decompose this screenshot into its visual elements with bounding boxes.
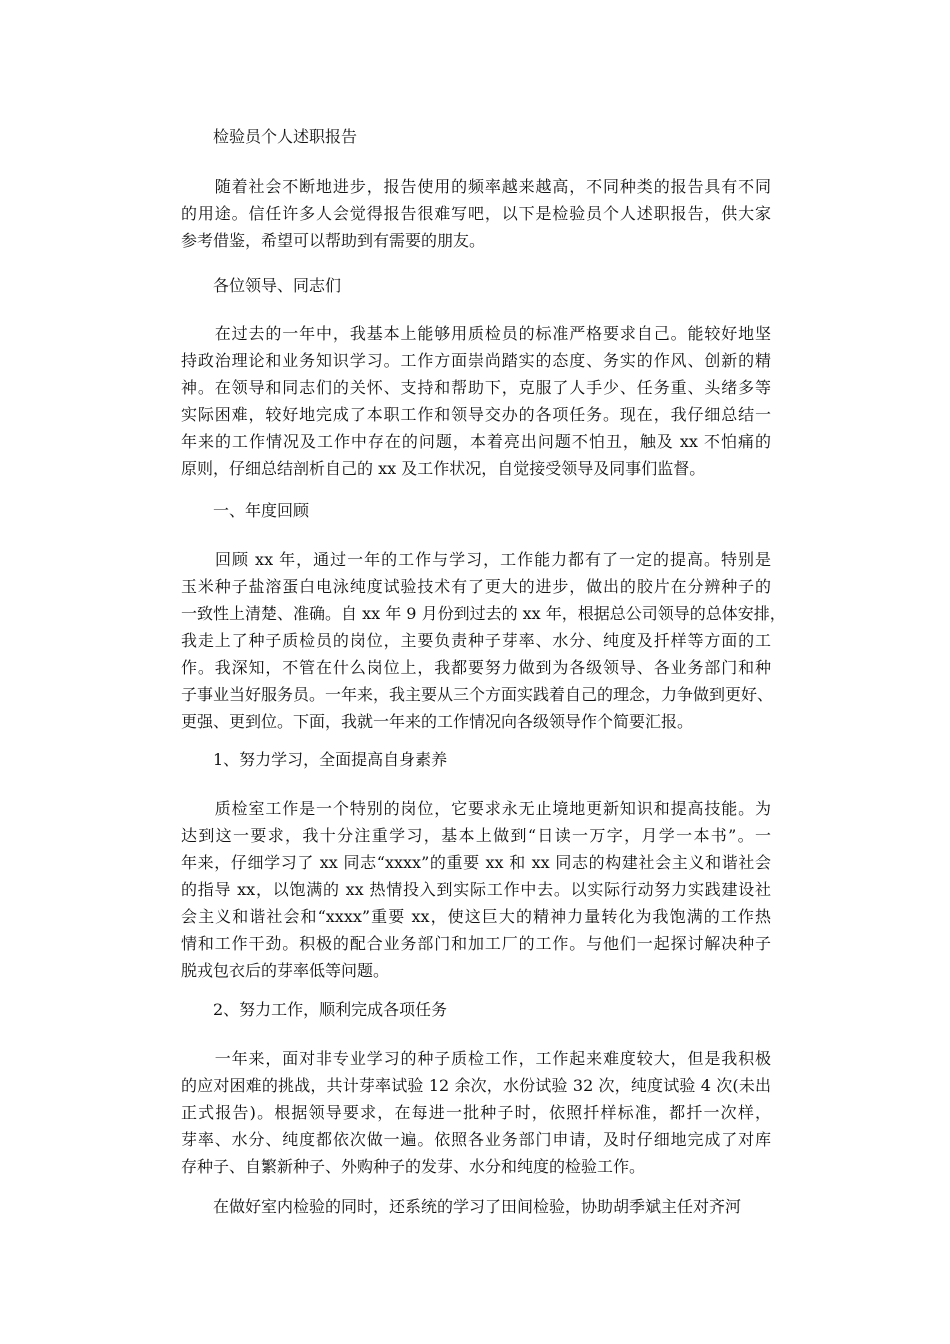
text-line: 情和工作干劲。积极的配合业务部门和加工厂的工作。与他们一起探讨解决种子 — [181, 934, 771, 953]
text-line: 在过去的一年中，我基本上能够用质检员的标准严格要求自己。能较好地坚 — [181, 324, 771, 343]
text-line: 的指导 xx，以饱满的 xx 热情投入到实际工作中去。以实际行动努力实践建设社 — [181, 880, 771, 899]
text-line: 我走上了种子质检员的岗位，主要负责种子芽率、水分、纯度及扦样等方面的工 — [181, 631, 771, 650]
text-line: 芽率、水分、纯度都依次做一遍。依照各业务部门申请，及时仔细地完成了对库 — [181, 1130, 771, 1149]
text-line: 脱戎包衣后的芽率低等问题。 — [181, 961, 390, 980]
text-line: 玉米种子盐溶蛋白电泳纯度试验技术有了更大的进步，做出的胶片在分辨种子的 — [181, 577, 771, 596]
greeting: 各位领导、同志们 — [213, 276, 342, 295]
text-line: 作。我深知，不管在什么岗位上，我都要努力做到为各级领导、各业务部门和种 — [181, 658, 771, 677]
paragraph-3 — [181, 795, 771, 984]
paragraph-5 — [181, 1193, 771, 1220]
subsection-2-heading: 2、努力工作，顺利完成各项任务 — [213, 1000, 448, 1019]
paragraph-1 — [181, 320, 771, 482]
text-line: 随着社会不断地进步，报告使用的频率越来越高，不同种类的报告具有不同 — [181, 177, 771, 196]
section-1-heading: 一、年度回顾 — [213, 501, 310, 520]
intro-paragraph — [181, 173, 771, 254]
text-line: 质检室工作是一个特别的岗位，它要求永无止境地更新知识和提高技能。为 — [181, 799, 771, 818]
text-line: 原则，仔细总结剖析自己的 xx 及工作状况，自觉接受领导及同事们监督。 — [181, 459, 706, 478]
text-line: 正式报告)。根据领导要求，在每进一批种子时，依照扦样标准，都扦一次样， — [181, 1103, 771, 1122]
text-line: 神。在领导和同志们的关怀、支持和帮助下，克服了人手少、任务重、头绪多等 — [181, 378, 771, 397]
text-line: 年来的工作情况及工作中存在的问题，本着亮出问题不怕丑，触及 xx 不怕痛的 — [181, 432, 771, 451]
text-line: 参考借鉴，希望可以帮助到有需要的朋友。 — [181, 231, 486, 250]
text-line: 年来，仔细学习了 xx 同志“xxxx”的重要 xx 和 xx 同志的构建社会主义和谐社会 — [181, 853, 771, 872]
text-line: 持政治理论和业务知识学习。工作方面崇尚踏实的态度、务实的作风、创新的精 — [181, 351, 771, 370]
text-line: 的用途。信任许多人会觉得报告很难写吧，以下是检验员个人述职报告，供大家 — [181, 204, 771, 223]
text-line: 更强、更到位。下面，我就一年来的工作情况向各级领导作个简要汇报。 — [181, 712, 694, 731]
text-line: 一年来，面对非专业学习的种子质检工作，工作起来难度较大，但是我积极 — [181, 1049, 771, 1068]
text-line: 回顾 xx 年，通过一年的工作与学习，工作能力都有了一定的提高。特别是 — [181, 550, 771, 569]
subsection-1-heading: 1、努力学习，全面提高自身素养 — [213, 750, 448, 769]
text-line: 会主义和谐社会和“xxxx”重要 xx，使这巨大的精神力量转化为我饱满的工作热 — [181, 907, 771, 926]
text-line: 实际困难，较好地完成了本职工作和领导交办的各项任务。现在，我仔细总结一 — [181, 405, 771, 424]
text-line: 的应对困难的挑战，共计芽率试验 12 余次，水份试验 32 次，纯度试验 4 次(未出 — [181, 1076, 771, 1095]
text-line: 达到这一要求，我十分注重学习，基本上做到“日读一万字，月学一本书”。一 — [181, 826, 771, 845]
paragraph-4 — [181, 1045, 771, 1180]
document-title: 检验员个人述职报告 — [213, 127, 358, 146]
paragraph-2 — [181, 546, 786, 735]
text-line: 在做好室内检验的同时，还系统的学习了田间检验，协助胡季斌主任对齐河 — [181, 1197, 742, 1216]
text-line: 一致性上清楚、准确。自 xx 年 9 月份到过去的 xx 年，根据总公司领导的总体安排， — [181, 604, 786, 623]
text-line: 存种子、自繁新种子、外购种子的发芽、水分和纯度的检验工作。 — [181, 1157, 646, 1176]
text-line: 子事业当好服务员。一年来，我主要从三个方面实践着自己的理念，力争做到更好、 — [181, 685, 774, 704]
